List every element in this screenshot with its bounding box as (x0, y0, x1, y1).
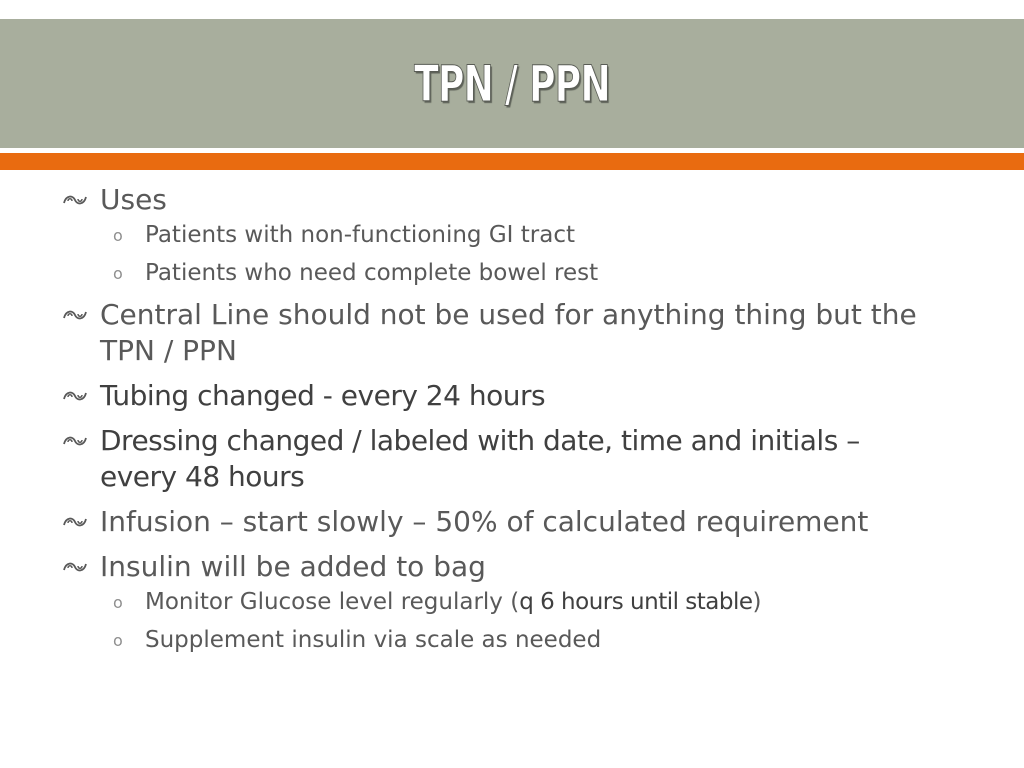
sub-bullet-supplement-insulin (0, 625, 1024, 655)
sub-bullet-marker: o (113, 593, 123, 612)
bullet-uses (0, 182, 1024, 218)
sub-bullet-text: Supplement insulin via scale as needed (145, 627, 602, 653)
wave-swirl-icon (62, 386, 88, 406)
sub-bullet-marker: o (113, 264, 123, 283)
accent-bar (0, 153, 1024, 170)
sub-bullet-bowel-rest (0, 258, 1024, 288)
sub-bullet-text: Patients with non-functioning GI tract (145, 222, 575, 248)
bullet-insulin (0, 549, 1024, 585)
slide-content (0, 182, 1024, 663)
bullet-tubing (0, 378, 1024, 414)
slide-title: TPN / PPN (414, 54, 610, 113)
wave-swirl-icon (62, 305, 88, 325)
bullet-text: Infusion – start slowly – 50% of calculated requirement (100, 505, 869, 538)
wave-swirl-icon (62, 557, 88, 577)
wave-swirl-icon (62, 190, 88, 210)
bullet-dressing (0, 423, 1024, 495)
bullet-infusion (0, 504, 1024, 540)
sub-bullet-text-prefix: Monitor Glucose level regularly ( (145, 589, 520, 615)
sub-bullet-text: Patients who need complete bowel rest (145, 260, 599, 286)
bullet-central-line (0, 297, 1024, 369)
bullet-text: Dressing changed / labeled with date, time and initials – every 48 hours (100, 424, 860, 493)
sub-bullet-gi-tract (0, 220, 1024, 250)
sub-bullet-text-suffix: ) (752, 589, 762, 615)
bullet-text: Insulin will be added to bag (100, 550, 486, 583)
bullet-text: Tubing changed - every 24 hours (100, 379, 546, 412)
bullet-text: Uses (100, 183, 167, 216)
sub-bullet-marker: o (113, 631, 123, 650)
sub-bullet-monitor-glucose (0, 587, 1024, 617)
wave-swirl-icon (62, 512, 88, 532)
bullet-text: Central Line should not be used for anything thing but the TPN / PPN (100, 298, 917, 367)
wave-swirl-icon (62, 431, 88, 451)
sub-bullet-marker: o (113, 226, 123, 245)
sub-bullet-emphasis: q 6 hours until stable (519, 589, 753, 615)
